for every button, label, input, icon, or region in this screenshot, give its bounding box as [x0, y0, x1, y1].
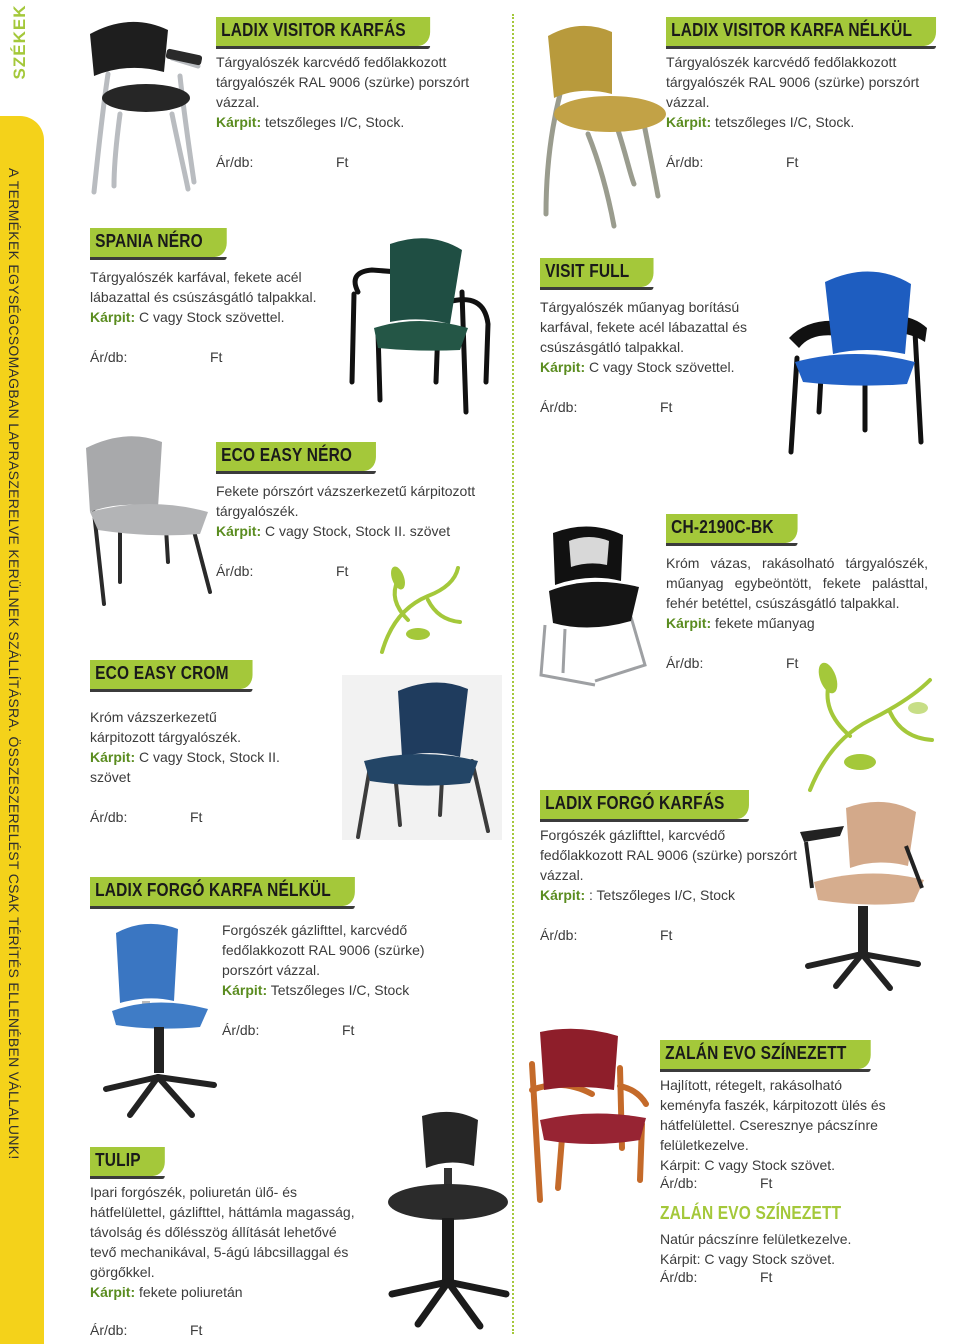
product-spania-nero [90, 228, 340, 365]
product-desc: Fekete pórszórt vázszerkezetű kárpitozott tárgyalószék. [216, 483, 476, 519]
product-ladix-visitor-karfa-nelkul [666, 17, 946, 170]
price-currency: Ft [660, 927, 673, 943]
upholstery-value: C vagy Stock szövettel. [139, 309, 285, 325]
product-desc: Ipari forgószék, poliuretán ülő- és hátfelülettel, gázlifttel, háttámla magasság, távolság és dőlésszög állítását lehetővé tevő mechanikával, 5-ágú lábcsillaggal és görgőkkel. [90, 1184, 355, 1280]
ladix-forgo-karfas-image [790, 796, 940, 996]
product-ladix-forgo-karfas [540, 790, 800, 943]
upholstery-label: Kárpit: [90, 309, 136, 325]
upholstery-value: C vagy Stock szövet. [704, 1251, 836, 1267]
product-zalan-evo-szinezett-natur [660, 1200, 900, 1285]
upholstery-value: : Tetszőleges I/C, Stock [589, 887, 736, 903]
product-visit-full [540, 258, 770, 415]
product-title: LADIX FORGÓ KARFÁS [540, 790, 749, 819]
product-desc: Natúr pácszínre felületkezelve. [660, 1231, 852, 1247]
upholstery-value: C vagy Stock, Stock II. szövet [265, 523, 451, 539]
ladix-visitor-karfa-nelkul-image [530, 14, 675, 229]
price-label: Ár/db: [540, 399, 578, 415]
product-desc: Króm vázas, rakásolható tárgyalószék, műanyag egybeöntött, fekete palásttal, fehér betéttel, csúszásgátló talpakkal. [666, 555, 928, 611]
product-title: SPANIA NÉRO [90, 228, 227, 257]
category-tab [0, 0, 44, 112]
upholstery-label: Kárpit: [222, 982, 268, 998]
product-desc: Tárgyalószék műanyag borítású karfával, fekete acél lábazattal és csúszásgátló talpakkal. [540, 299, 748, 355]
upholstery-label: Kárpit: [90, 749, 136, 765]
price-currency: Ft [342, 1022, 355, 1038]
product-title: ECO EASY NÉRO [216, 442, 376, 471]
product-desc: Forgószék gázlifttel, karcvédő fedőlakkozott RAL 9006 (szürke) porszórt vázzal. [222, 922, 425, 978]
price-label: Ár/db: [216, 563, 254, 579]
price-currency: Ft [760, 1175, 773, 1191]
price-currency: Ft [190, 1322, 203, 1338]
price-currency: Ft [786, 154, 799, 170]
price-label: Ár/db: [216, 154, 254, 170]
price-currency: Ft [660, 399, 673, 415]
product-title: TULIP [90, 1147, 165, 1176]
ladix-visitor-karfas-image [80, 14, 210, 199]
product-desc: Hajlított, rétegelt, rakásolható keményfa faszék, kárpitozott ülés és hátfelülettel. Cseresznye pácszínre felületkezelve. [660, 1077, 886, 1153]
price-label: Ár/db: [666, 154, 704, 170]
upholstery-label: Kárpit: [660, 1157, 701, 1173]
price-currency: Ft [210, 349, 223, 365]
price-label: Ár/db: [660, 1269, 698, 1285]
category-label: SZÉKEK [10, 4, 29, 80]
product-eco-easy-nero [216, 442, 506, 579]
product-title: ZALÁN EVO SZÍNEZETT [660, 1040, 871, 1069]
product-desc: Tárgyalószék karcvédő fedőlakkozott tárgyalószék RAL 9006 (szürke) porszórt vázzal. [216, 54, 470, 110]
product-title: LADIX FORGÓ KARFA NÉLKÜL [90, 877, 355, 906]
product-desc: Tárgyalószék karcvédő fedőlakkozott tárgyalószék RAL 9006 (szürke) porszórt vázzal. [666, 54, 920, 110]
upholstery-value: fekete műanyag [715, 615, 815, 631]
product-title: ECO EASY CROM [90, 660, 253, 689]
upholstery-value: C vagy Stock, Stock II. szövet [90, 749, 280, 785]
product-ladix-forgo-karfa-nelkul-details [222, 920, 472, 1038]
product-zalan-evo-szinezett [660, 1040, 900, 1191]
product-title: CH-2190C-BK [666, 514, 798, 543]
floral-ornament-right [790, 660, 940, 800]
upholstery-value: C vagy Stock szövet. [704, 1157, 836, 1173]
upholstery-value: C vagy Stock szövettel. [589, 359, 735, 375]
product-eco-easy-crom [90, 660, 350, 825]
ladix-forgo-karfa-nelkul-image [96, 915, 226, 1125]
product-title: LADIX VISITOR KARFA NÉLKÜL [666, 17, 936, 46]
price-label: Ár/db: [540, 927, 578, 943]
price-label: Ár/db: [666, 655, 704, 671]
upholstery-value: tetszőleges I/C, Stock. [265, 114, 405, 130]
eco-easy-nero-image [342, 675, 502, 840]
price-currency: Ft [190, 809, 203, 825]
upholstery-label: Kárpit: [540, 887, 586, 903]
price-label: Ár/db: [90, 349, 128, 365]
product-desc: Forgószék gázlifttel, karcvédő fedőlakkozott RAL 9006 (szürke) porszórt vázzal. [540, 827, 798, 883]
product-title: LADIX VISITOR KARFÁS [216, 17, 430, 46]
spania-nero-image [338, 232, 498, 417]
product-title: ZALÁN EVO SZÍNEZETT [660, 1203, 842, 1223]
upholstery-label: Kárpit: [216, 114, 262, 130]
price-currency: Ft [760, 1269, 773, 1285]
product-title: VISIT FULL [540, 258, 654, 287]
zalan-evo-image [522, 1028, 652, 1203]
ch-2190c-bk-image [535, 525, 655, 690]
upholstery-value: fekete poliuretán [139, 1284, 243, 1300]
visit-full-image [775, 262, 935, 457]
upholstery-label: Kárpit: [216, 523, 262, 539]
tulip-image [382, 1110, 517, 1335]
upholstery-label: Kárpit: [666, 114, 712, 130]
eco-easy-crom-image [80, 432, 220, 617]
price-currency: Ft [336, 154, 349, 170]
price-label: Ár/db: [222, 1022, 260, 1038]
upholstery-label: Kárpit: [660, 1251, 701, 1267]
upholstery-label: Kárpit: [540, 359, 586, 375]
price-label: Ár/db: [660, 1175, 698, 1191]
side-note-text: A TERMÉKEK EGYSÉGCSOMAGBAN LAPRASZERELVE KERÜLNEK SZÁLLÍTÁSRA. ÖSSZESZERELÉST CSAK TÉRÍTÉS ELLENÉBEN VÁLLALUNK! [6, 168, 22, 1160]
product-ch-2190c-bk [666, 514, 928, 671]
product-tulip [90, 1147, 360, 1338]
upholstery-label: Kárpit: [666, 615, 712, 631]
product-ladix-visitor-karfas [216, 17, 506, 170]
upholstery-value: Tetszőleges I/C, Stock [270, 982, 410, 998]
upholstery-label: Kárpit: [90, 1284, 136, 1300]
price-label: Ár/db: [90, 809, 128, 825]
price-label: Ár/db: [90, 1322, 128, 1338]
price-currency: Ft [336, 563, 349, 579]
product-desc: Tárgyalószék karfával, fekete acél lábazattal és csúszásgátló talpakkal. [90, 269, 317, 305]
product-desc: Króm vázszerkezetű kárpitozott tárgyalószék. [90, 709, 241, 745]
price-currency: Ft [786, 655, 799, 671]
upholstery-value: tetszőleges I/C, Stock. [715, 114, 855, 130]
product-ladix-forgo-karfa-nelkul [90, 877, 510, 906]
